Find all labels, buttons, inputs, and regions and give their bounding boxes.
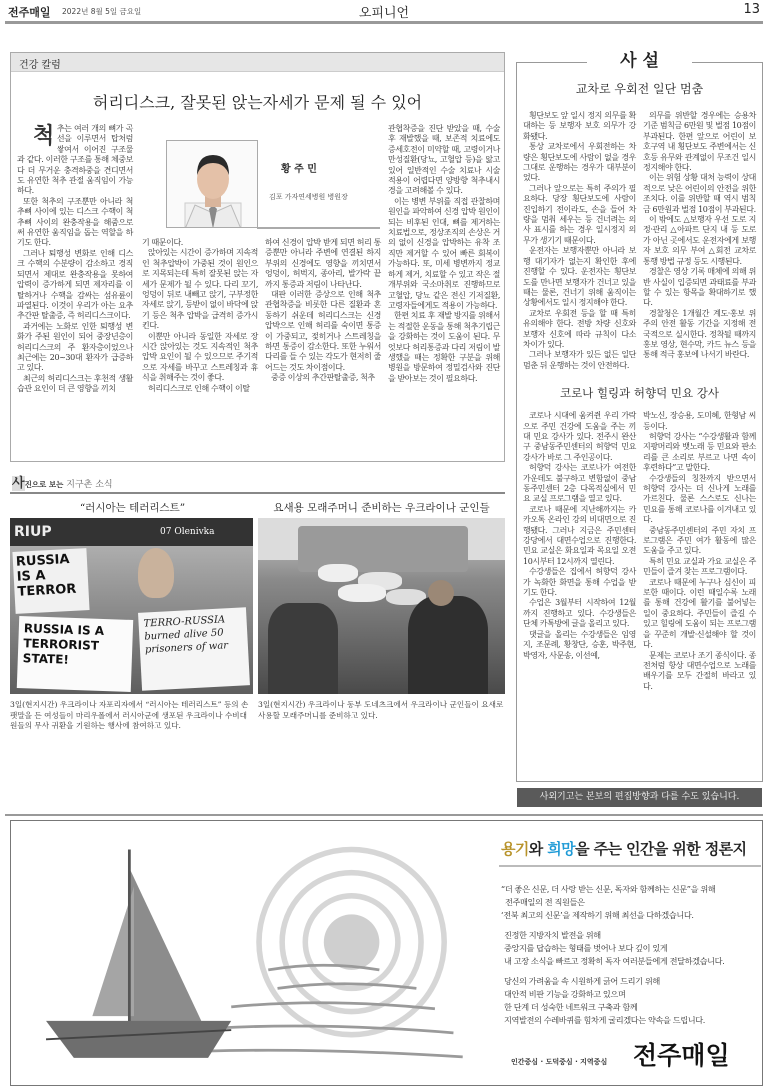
- masthead-paper-name: 전주매일: [8, 6, 51, 19]
- contribution-col1: 코로나 시대에 움켜쥔 우리 가락으로 주민 건강에 도움을 주는 끼대 민요 강사가 있다. 전주시 완산구 중남동주민센터의 허향덕 민요 강사가 바로 그 주인공이다. 허향덕 강사는 코로나가 여전한 가운데도 불구하고 변함없이 중남동주민센터 2층 다목적실에서 민요 교실 프로그램을 열고 있다. 코로나 때문에 지난해까지는 카카오톡 온라인 강의 비대면으로 진행됐다. 그러나 지금은 주민센터 강당에서 대면수업으로 진행한다. 민요 교실은 화요일과 목요일 오전 10시부터 12시까지 열린다. 수강생들은 집에서 허향덕 강사가 녹화한 화면을 통해 수업을 받기도 한다. 수업은 3월부터 시작하여 12월까지 진행하고 있다. 수강생들은 단체 카톡방에 글을 올리고 있다. 댓글을 올리는 수강생들은 임영지, 조문례, 황창단, 승훈, 박주현, 박영자, 사문송, 이선예,: [523, 411, 636, 660]
- drop-cap: 척: [33, 123, 54, 149]
- sign-russia-terror: RUSSIA IS A TERROR: [12, 548, 89, 614]
- ad-headline-rule: [499, 865, 761, 867]
- author-name: 황 주 민: [281, 164, 317, 175]
- header-rule: [5, 21, 763, 24]
- health-column: [10, 52, 505, 462]
- column-label-bar: [11, 52, 504, 72]
- sign-terrorist-state: RUSSIA IS A TERRORIST STATE!: [17, 616, 133, 692]
- ad-slogan: 인간중심 · 도덕중심 · 지역중심: [511, 1058, 608, 1066]
- photo-protest: [10, 518, 253, 694]
- editorial-label: 사 설: [587, 49, 692, 73]
- editorial-box: [516, 51, 763, 782]
- photo-right-title: 요새용 모래주머니 준비하는 우크라이나 군인들: [273, 502, 490, 514]
- ad-paragraph-1: “더 좋은 신문, 더 사랑 받는 신문, 독자와 함께하는 신문”을 위해 전주매일의 전 직원들은 ‘전북 최고의 신문’을 제작하기 위해 최선을 다하겠습니다.: [501, 884, 716, 920]
- photo-right-caption: 3일(현지시간) 우크라이나 동부 도네츠크에서 우크라이나 군인들이 요새로 사용할 모래주머니를 준비하고 있다.: [258, 700, 504, 720]
- editorial-col1: 횡단보도 앞 일시 정지 의무를 확대하는 등 보행자 보호 의무가 강화됐다. 통상 교차로에서 우회전하는 차량은 횡단보도에 사람이 없을 경우 그대로 운행하는 경우가 대부분이었다. 그러나 앞으로는 특히 주의가 필요하다. 당장 횡단보도에 사람이 진입하기 전이라도, 손을 들어 차량을 멈춰 세우는 등 건너려는 의사 표시를 하는 경우 일시정지 의무가 생기기 때문이다. 운전자는 보행자뿐만 아니라 보행 대기자가 없는지 확인한 후에 진행할 수 있다. 운전자는 횡단보도를 만나면 보행자가 건너고 있을 때는 물론, 건너기 위해 움직이는 상황에서도 일시 정지해야 한다. 교차로 우회전 등을 할 때 특히 유의해야 한다. 전방 차량 신호와 보행자 신호에 따라 규칙이 다소 차이가 있다. 그러나 보행자가 있든 없든 일단 멈춘 뒤 운행하는 것이 안전하다.: [523, 111, 636, 370]
- column-col3: 하여 신경이 압박 받게 되면 허리 통증뿐만 아니라 주변에 연결된 하지 부위의 신경에도 영향을 끼치면서 엉덩이, 허벅지, 종아리, 발가락 끝까지 통증과 저림이 나타난다. 대판 이러한 증상으로 인해 척추관협착증을 비롯한 다른 질환과 혼동하기 쉬운데 허리디스크는 신경압박으로 인해 허리를 숙이면 통증이 가중되고, 젖히거나 스트레칭을 하면 통증이 감소한다. 또한 누워서 다리를 들 수 있는 각도가 현저히 줄어드는 것도 차이점이다. 중증 이상의 추간판탈출증, 척추: [265, 238, 381, 383]
- photo-sandbags: [258, 518, 505, 694]
- page-number: 13: [743, 2, 760, 17]
- section-title: 오피니언: [358, 6, 410, 21]
- sign-olenivka: 07 Olenivka: [160, 527, 215, 537]
- editorial-col2: 의무를 위반할 경우에는 승용차 기준 범칙금 6만원 및 벌점 10점이 부과된다. 한편 앞으로 어린이 보호구역 내 횡단보도 주변에서는 신호등 유무와 관계없이 무조건 일시 정지해야 한다. 이는 위험 상황 대처 능력이 상대적으로 낮은 어린이의 안전을 위한 조치다. 이를 위반할 때 역시 범칙금 6만원과 벌점 10점이 부과된다. 이 밖에도 △보행자 우선 도로 지정·관리 △아파트 단지 내 등 도로가 아닌 곳에서도 운전자에게 보행자 보호 의무 부여 △회전 교차로 통행 방법 규정 등도 시행된다. 경찰은 영상 기록 매체에 의해 위반 사실이 입증되면 과태료를 부과할 수 있는 항목을 확대하기로 했다. 경찰청은 1개월간 계도·홍보 위주의 안전 활동 기간을 지정해 전국적으로 실시한다. 정착될 때까지 홍보 영상, 현수막, 카드 뉴스 등을 통해 적극 홍보에 나서기 바란다.: [643, 111, 756, 360]
- photo-news-rule: [10, 492, 505, 494]
- sign-burned-alive: TERRO-RUSSIA burned alive 50 prisoners of war: [138, 607, 250, 691]
- disclaimer-bar: 사외기고는 본보의 편집방향과 다를 수도 있습니다.: [517, 788, 762, 807]
- bottom-section-rule: [5, 814, 763, 816]
- ad-paragraph-3: 당신의 가려움을 속 시원하게 긁어 드리기 위해 대안적 비판 기능을 강화하고 있으며 한 단계 더 성숙한 네트워크 구축과 함께 지역발전의 수레바퀴를 힘차게 굴리겠다는 약속을 드립니다.: [504, 976, 705, 1025]
- photo-left-caption: 3일(현지시간) 우크라이나 자포리자에서 “러시아는 테러리스트” 등의 손팻말을 든 여성들이 마리우폴에서 러시아군에 생포된 우크라이나 수비대원들의 무사 귀환을 기원하는 행사에 참여하고 있다.: [10, 700, 249, 731]
- column-title: 허리디스크, 잘못된 앉는자세가 문제 될 수 있어: [92, 93, 423, 112]
- column-label: 건강 칼럼: [19, 60, 61, 71]
- author-rule: [257, 227, 380, 229]
- ad-logo: 전주매일: [633, 1041, 730, 1070]
- editorial-title: 교차로 우회전 일단 멈춤: [575, 82, 704, 96]
- ad-paragraph-2: 진정한 지방자치 발전을 위해 중앙지를 답습하는 형태를 벗어나 보다 깊이 있게 내 고장 소식을 빠르고 정확히 독자 여러분들에게 전달하겠습니다.: [504, 930, 725, 966]
- contribution-title: 코로나 힐링과 허향덕 민요 강사: [559, 386, 720, 401]
- ad-headline: 용기와 희망을 주는 인간을 위한 정론지: [501, 840, 747, 858]
- author-affiliation: 김포 가자연세병원 병원장: [269, 193, 348, 201]
- sign-riup: RIUP: [14, 524, 52, 540]
- sailing-ship-illustration: [29, 831, 489, 1081]
- column-col2: 기 때문이다. 앉아있는 시간이 증가하며 지속적인 척추압박이 가중된 것이 원인으로 지목되는데 특히 잘못된 앉는 자세가 문제가 될 수 있다. 다리 꼬기, 엉덩이 뒤로 내빼고 앉기, 구부정한 자세로 앉기, 등받이 없이 바닥에 앉기 등은 척추 압박을 급격히 증가시킨다. 이뿐만 아니라 동일한 자세로 장시간 앉아있는 것도 지속적인 척추 압박 요인이 될 수 있으므로 주기적으로 자세를 바꾸고 스트레칭과 휴식을 취해주는 것이 좋다. 허리디스크로 인해 수핵이 이탈: [142, 238, 258, 393]
- contribution-columns: [523, 411, 756, 692]
- editorial-columns: [523, 111, 756, 371]
- author-photo: [166, 140, 258, 228]
- masthead-date: 2022년 8월 5일 금요일: [62, 7, 142, 16]
- contribution-col2: 박노신, 장승용, 도미혜, 한형남 씨 등이다. 허향덕 강사는 “수강생활과 함께 지팡머리와 뱃노래 등 민요와 판소리를 큰 소리로 부르고 나면 속이 후련하다”고 말한다. 수강생들의 칭찬까지 받으면서 허향덕 강사는 더 신나게 노래를 가르친다. 물론 스스로도 신나는 민요를 통해 코로나를 이겨내고 있다. 중남동주민센터의 주민 자치 프로그램은 주민 여가 활동에 많은 도움을 주고 있다. 특히 민요 교실과 가요 교실은 주민들이 즐겨 찾는 프로그램이다. 코로나 때문에 누구나 심신이 피로한 때이다. 이런 때일수록 노래를 통해 건강에 활기를 불어넣는 일이 중요하다. 주민들이 즐길 수 있고 힐링에 도움이 되는 프로그램을 꾸준히 개발·신설해야 할 것이다. 문제는 코로나 조기 종식이다. 종전처럼 항상 대면수업으로 노래를 배우기를 모두 간절히 바라고 있다.: [643, 411, 756, 691]
- photo-left-title: “러시아는 테러리스트”: [79, 502, 186, 514]
- column-col1: 척 추는 여러 개의 뼈가 곡선을 이루면서 탑처럼 쌓여서 이어진 구조물과 같다. 이러한 구조를 통해 체중보다 더 무거운 충격하중을 견디면서도 유연한 척추 관절 움직임이 가능하다. 또한 척추의 구조뿐만 아니라 척추뼈 사이에 있는 디스크 수핵이 척추뼈 사이의 완충작용을 해줌으로써 유연한 움직임을 돕는 역할을 하기도 한다. 그러나 퇴행성 변화로 인해 디스크 수핵의 수분량이 감소하고 경직되면서 제대로 완충작용을 못하여 압력이 증가하게 되면 제자리를 이탈하거나 수핵을 감싸는 섬유륜이 파열된다. 이것이 우리가 아는 요추 추간판 탈출증, 즉 허리디스크이다. 과거에는 노화로 인한 퇴행성 변화가 주된 원인이 되어 중장년층이 허리디스크의 주 환자층이었으나 최근에는 20~30대 환자가 급증하고 있다. 최근의 허리디스크는 후천적 생활습관 요인이 더 큰 영향을 끼치: [17, 123, 133, 394]
- house-ad: [10, 820, 763, 1086]
- right-column: [516, 51, 763, 807]
- photo-news-label: 사진으로 보는 지구촌 소식: [12, 476, 113, 491]
- column-col4: 관협착증을 진단 받았을 때, 수술 후 재발했을 때, 보존적 치료에도 증세호전이 미약할 때, 고령이거나 만성질환(당뇨, 고혈압 등)을 앓고 있어 일반적인 수술 치료나 시술 적용이 어렵다면 양방향 척추내시경을 고려해볼 수 있다. 이는 병변 부위를 직접 관찰하며 원인을 파악하여 신경 압박 원인이 되는 비후된 인대, 뼈를 제거하는 치료법으로, 정상조직의 손상은 거의 없이 신경을 압박하는 유착 조직만 제거할 수 있어 빠른 회복이 가능하다. 또, 미세 병변까지 정교하게 제거, 치료할 수 있고 작은 절개부위와 국소마취로 진행하므로 고혈압, 당뇨 같은 전신 기저질환, 고령자들에게도 적용이 가능하다. 한편 치료 후 재발 방지를 위해서는 적절한 운동을 통해 척추기립근을 강화하는 것이 도움이 된다. 무엇보다 허리통증과 다리 저림이 발생했을 때는 정확한 구분을 위해 병원을 방문하여 정밀검사와 진단을 받아보는 것이 필요하다.: [388, 124, 500, 383]
